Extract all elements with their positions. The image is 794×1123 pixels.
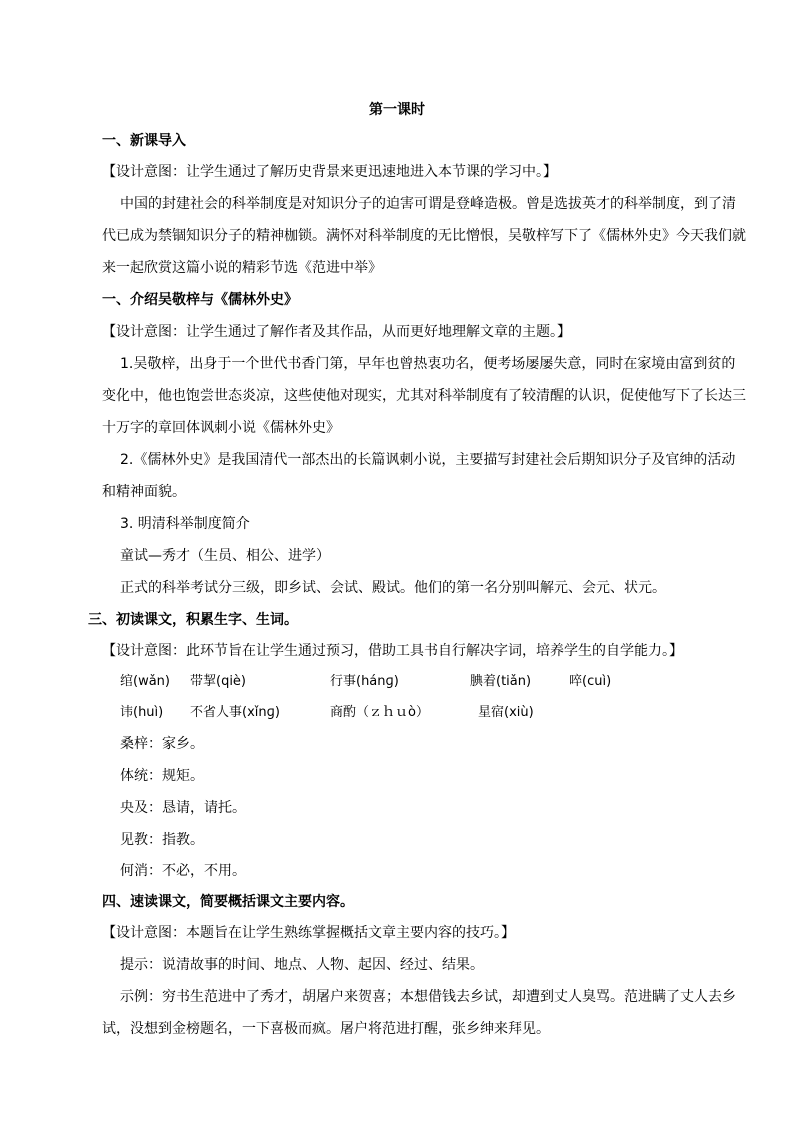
paragraph-line: 示例：穷书生范进中了秀才，胡屠户来贺喜；本想借钱去乡试，却遭到丈人臭骂。范进瞒了丈人去乡 (120, 989, 736, 1005)
definition-line: 央及：恳请，请托。 (120, 800, 246, 816)
paragraph-line: 和精神面貌。 (102, 484, 186, 500)
vocab-item: 行事(hánɡ) (330, 674, 399, 689)
paragraph-line: 变化中，他也饱尝世态炎凉，这些使他对现实，尤其对科举制度有了较清醒的认识，促使他写下了长达三 (102, 388, 746, 404)
paragraph-line: 提示：说清故事的时间、地点、人物、起因、经过、结果。 (120, 957, 484, 973)
paragraph-line: 正式的科举考试分三级，即乡试、会试、殿试。他们的第一名分别叫解元、会元、状元。 (120, 580, 666, 596)
section-heading-summary: 四、速读课文，简要概括课文主要内容。 (102, 894, 354, 910)
vocab-item: 不省人事(xǐnɡ) (190, 705, 280, 720)
section-heading-vocab: 三、初读课文，积累生字、生词。 (88, 612, 298, 628)
definition-line: 体统：规矩。 (120, 768, 204, 784)
paragraph-line: 来一起欣赏这篇小说的精彩节选《范进中举》 (102, 260, 382, 276)
paragraph-line: 试，没想到金榜题名，一下喜极而疯。屠户将范进打醒，张乡绅来拜见。 (102, 1021, 550, 1037)
vocab-item: 绾(wǎn) (120, 674, 170, 689)
vocab-item: 啐(cuì) (569, 674, 612, 689)
vocab-item: 商酌（ｚｈｕò） (330, 705, 429, 720)
paragraph-line: 中国的封建社会的科举制度是对知识分子的迫害可谓是登峰造极。曾是选拔英才的科举制度，到了清 (120, 196, 736, 212)
design-intent: 【设计意图：让学生通过了解作者及其作品，从而更好地理解文章的主题。】 (102, 324, 571, 340)
vocab-item: 星宿(xiù) (478, 705, 534, 720)
section-heading-intro: 一、新课导入 (102, 133, 186, 149)
page-title: 第一课时 (369, 102, 425, 118)
vocab-item: 腆着(tiǎn) (470, 674, 532, 689)
definition-line: 桑梓：家乡。 (120, 736, 204, 752)
paragraph-line: 童试—秀才（生员、相公、进学） (120, 548, 330, 564)
paragraph-line: 1.吴敬梓，出身于一个世代书香门第，早年也曾热衷功名，便考场屡屡失意，同时在家境由富到贫的 (120, 356, 736, 372)
design-intent: 【设计意图：让学生通过了解历史背景来更迅速地进入本节课的学习中。】 (102, 164, 557, 180)
design-intent: 【设计意图：此环节旨在让学生通过预习，借助工具书自行解决字词，培养学生的自学能力。】 (102, 643, 683, 659)
vocab-item: 讳(huì) (120, 705, 164, 720)
definition-line: 何消：不必，不用。 (120, 863, 246, 879)
paragraph-line: 2.《儒林外史》是我国清代一部杰出的长篇讽刺小说，主要描写封建社会后期知识分子及官绅的活动 (120, 452, 736, 468)
paragraph-line: 十万字的章回体讽刺小说《儒林外史》 (102, 420, 340, 436)
vocab-item: 带挈(qiè) (190, 674, 247, 689)
section-heading-author: 一、介绍吴敬梓与《儒林外史》 (102, 292, 298, 308)
definition-line: 见教：指教。 (120, 832, 204, 848)
paragraph-line: 代已成为禁锢知识分子的精神枷锁。满怀对科举制度的无比憎恨，吴敬梓写下了《儒林外史》今天我们就 (102, 228, 746, 244)
paragraph-line: 3. 明清科举制度简介 (120, 516, 250, 532)
design-intent: 【设计意图：本题旨在让学生熟练掌握概括文章主要内容的技巧。】 (102, 925, 515, 941)
